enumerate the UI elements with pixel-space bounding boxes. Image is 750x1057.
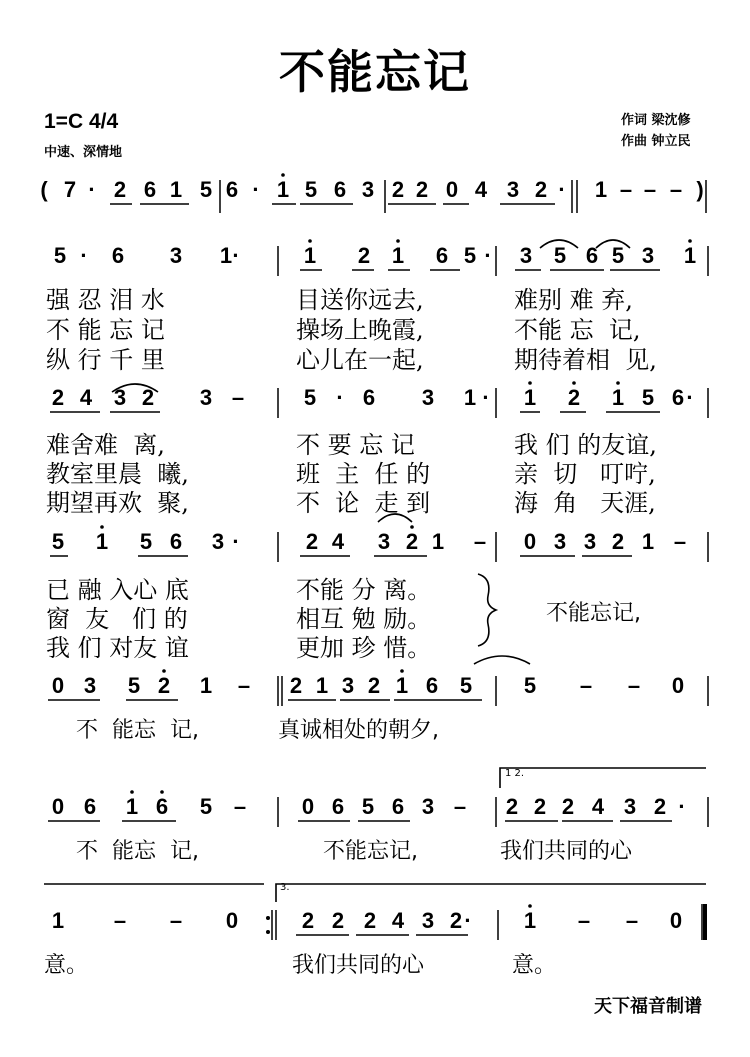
note-r1-22: – [619,177,633,202]
note-r6-6: – [233,794,247,819]
octave-dot-r1-1 [281,173,285,177]
note-r6-13: 2 [505,794,519,819]
note-r5-9: 3 [341,673,355,698]
lyric-r5-a: 不 能忘 记, [76,839,199,864]
lyric-r1-b: 目送你远去, [296,286,424,314]
note-r1-18: 3 [506,177,520,202]
lyric-r2c-b: 不 论 走 到 [296,489,431,517]
note-r3-10: 3 [421,385,435,410]
octave-dot-r5-1 [162,669,166,673]
note-r6-14: 2 [533,794,547,819]
octave-dot-r6-2 [160,790,164,794]
lyric-r3-b: 不能 分 离。 [296,576,432,604]
lyric-v2-c: 不能 忘 记, [514,316,641,344]
octave-dot-r3-1 [528,381,532,385]
note-r6-3: 1 [125,794,139,819]
note-r7-7: 2 [363,908,377,933]
note-r1-10: 1 [276,177,290,202]
note-r7-12: 1 [523,908,537,933]
note-r5-8: 1 [315,673,329,698]
volta-bracket-third [276,884,706,902]
lyric-r2-a: 难舍难 离, [46,431,165,459]
note-r2-6: · [232,243,240,268]
note-r5-11: 1 [395,673,409,698]
note-r3-4: 2 [141,385,155,410]
volta-third: 3. [280,882,290,893]
octave-dot-r5-2 [400,669,404,673]
lyric-r3b-a: 窗 友 们 的 [46,605,188,633]
note-r3-8: · [336,385,344,410]
song-title: 不能忘记 [279,45,471,99]
note-r1-20: · [558,177,566,202]
note-r4-8: 4 [331,529,345,554]
octave-dot-r2-2 [396,239,400,243]
lyric-r5-c: 我们共同的心 [500,839,633,864]
note-r4-1: 5 [51,529,65,554]
note-r4-12: – [473,529,487,554]
refrain-lyric: 不能忘记, [546,601,641,626]
note-r3-17: 6 [671,385,685,410]
note-r2-7: 1 [303,243,317,268]
lyric-r3-a: 已 融 入心 底 [46,576,189,604]
slur-5 [474,656,530,664]
note-r4-3: 5 [139,529,153,554]
note-r4-16: 2 [611,529,625,554]
lyric-r3c-b: 更加 珍 惜。 [296,634,432,662]
lyric-r1-a: 强 忍 泪 水 [46,286,165,314]
note-r5-12: 6 [425,673,439,698]
note-r6-9: 5 [361,794,375,819]
lyric-r6-b: 我们共同的心 [292,953,425,978]
note-r7-3: – [169,908,183,933]
note-r6-2: 6 [83,794,97,819]
lyric-r2c-c: 海 角 天涯, [514,489,656,517]
note-r1-9: · [252,177,260,202]
octave-dot-r4-2 [410,525,414,529]
note-r4-11: 1 [431,529,445,554]
repeat-dot-1 [266,916,270,920]
lyric-r2b-b: 班 主 任 的 [296,460,431,488]
note-r5-10: 2 [367,673,381,698]
lyric-r3b-b: 相互 勉 励。 [296,605,432,633]
note-r2-3: 6 [111,243,125,268]
note-r1-6: 1 [169,177,183,202]
note-r4-5: 3 [211,529,225,554]
note-r7-10: 2 [449,908,463,933]
note-r1-12: 6 [333,177,347,202]
note-r6-15: 2 [561,794,575,819]
lyric-v3-a: 纵 行 千 里 [46,346,165,374]
note-r3-18: · [686,385,694,410]
note-r1-5: 6 [143,177,157,202]
lyric-v2-a: 不 能 忘 记 [46,316,165,344]
note-r2-18: 1 [683,243,697,268]
note-r1-17: 4 [474,177,488,202]
key-signature: 1=C 4/4 [44,110,119,133]
note-r3-2: 4 [79,385,93,410]
note-r2-4: 3 [169,243,183,268]
note-r2-11: 5 [463,243,477,268]
lyric-r2-b: 不 要 忘 记 [296,431,415,459]
note-r5-16: – [627,673,641,698]
repeat-dot-2 [266,930,270,934]
note-r1-19: 2 [534,177,548,202]
note-r7-13: – [577,908,591,933]
note-r1-16: 0 [445,177,459,202]
note-r5-14: 5 [523,673,537,698]
note-r2-5: 1 [219,243,233,268]
lyric-r2b-c: 亲 切 叮咛, [514,460,656,488]
note-r3-14: 2 [567,385,581,410]
note-r1-1: ( [40,177,48,202]
note-r2-16: 5 [611,243,625,268]
note-r1-24: – [669,177,683,202]
octave-dot-r4-1 [100,525,104,529]
note-r1-23: – [643,177,657,202]
note-r4-14: 3 [553,529,567,554]
note-r5-7: 2 [289,673,303,698]
note-r2-15: 6 [585,243,599,268]
note-r1-2: 7 [63,177,77,202]
note-r7-4: 0 [225,908,239,933]
note-r2-8: 2 [357,243,371,268]
lyric-r4-b: 真诚相处的朝夕, [278,718,439,743]
note-r3-12: · [482,385,490,410]
note-r2-12: · [484,243,492,268]
note-r7-15: 0 [669,908,683,933]
lyric-r2b-a: 教室里晨 曦, [46,460,189,488]
lyric-r1-c: 难别 难 弃, [514,286,633,314]
lyricist-credit: 作词 梁沈修 [621,113,691,128]
note-r5-3: 5 [127,673,141,698]
note-r7-5: 2 [301,908,315,933]
lyric-r6-c: 意。 [512,953,557,978]
note-r4-2: 1 [95,529,109,554]
note-r5-1: 0 [51,673,65,698]
note-r3-13: 1 [523,385,537,410]
note-r3-9: 6 [362,385,376,410]
note-r6-18: 2 [653,794,667,819]
note-r2-14: 5 [553,243,567,268]
octave-dot-r2-3 [688,239,692,243]
note-r6-5: 5 [199,794,213,819]
note-r6-4: 6 [155,794,169,819]
lyric-r3c-a: 我 们 对友 谊 [46,634,189,662]
note-r6-12: – [453,794,467,819]
note-r6-1: 0 [51,794,65,819]
note-r7-9: 3 [421,908,435,933]
note-r1-13: 3 [361,177,375,202]
note-r4-10: 2 [405,529,419,554]
octave-dot-r3-3 [616,381,620,385]
volta-first: 1 2. [505,768,525,779]
volta-bracket-first [500,768,706,788]
note-r1-25: ) [696,177,704,202]
note-r4-18: – [673,529,687,554]
lyric-r4-a: 不 能忘 记, [76,718,199,743]
note-r2-10: 6 [435,243,449,268]
note-r6-16: 4 [591,794,605,819]
note-r4-15: 3 [583,529,597,554]
note-r5-6: – [237,673,251,698]
tempo-marking: 中速、深情地 [44,145,123,160]
note-r3-16: 5 [641,385,655,410]
note-r1-21: 1 [594,177,608,202]
note-r7-8: 4 [391,908,405,933]
note-r1-11: 5 [304,177,318,202]
note-r4-13: 0 [523,529,537,554]
note-r5-4: 2 [157,673,171,698]
lyric-v2-b: 操场上晚霞, [296,316,424,344]
note-r5-17: 0 [671,673,685,698]
note-r1-4: 2 [113,177,127,202]
note-r7-11: · [464,908,472,933]
composer-credit: 作曲 钟立民 [621,134,691,149]
note-r3-15: 1 [611,385,625,410]
note-r4-6: · [232,529,240,554]
note-r2-1: 5 [53,243,67,268]
note-r4-17: 1 [641,529,655,554]
note-r7-1: 1 [51,908,65,933]
note-r7-2: – [113,908,127,933]
note-r6-7: 0 [301,794,315,819]
refrain-brace [478,574,496,646]
note-r3-1: 2 [51,385,65,410]
note-r3-11: 1 [463,385,477,410]
lyric-r2c-a: 期望再欢 聚, [46,489,189,517]
note-r6-19: · [678,794,686,819]
note-r4-7: 2 [305,529,319,554]
note-r7-14: – [625,908,639,933]
note-r7-6: 2 [331,908,345,933]
note-r3-3: 3 [113,385,127,410]
note-r1-15: 2 [415,177,429,202]
octave-dot-r6-1 [130,790,134,794]
lyric-r6-a: 意。 [44,953,89,978]
note-r5-15: – [579,673,593,698]
note-r4-4: 6 [169,529,183,554]
note-r5-13: 5 [459,673,473,698]
note-r1-3: · [88,177,96,202]
note-r6-10: 6 [391,794,405,819]
note-r6-8: 6 [331,794,345,819]
lyric-r5-b: 不能忘记, [323,839,418,864]
note-r3-5: 3 [199,385,213,410]
footer-credit: 天下福音制谱 [594,996,702,1017]
note-r5-5: 1 [199,673,213,698]
note-r2-9: 1 [391,243,405,268]
octave-dot-r7-1 [528,904,532,908]
lyric-v3-c: 期待着相 见, [514,346,657,374]
note-r3-6: – [231,385,245,410]
note-r1-14: 2 [391,177,405,202]
note-r6-11: 3 [421,794,435,819]
note-r2-17: 3 [641,243,655,268]
note-r6-17: 3 [623,794,637,819]
note-r1-7: 5 [199,177,213,202]
octave-dot-r2-1 [308,239,312,243]
note-r3-7: 5 [303,385,317,410]
note-r5-2: 3 [83,673,97,698]
barlines [220,180,708,940]
note-r2-13: 3 [519,243,533,268]
note-r4-9: 3 [377,529,391,554]
lyric-v3-b: 心儿在一起, [296,346,424,374]
lyric-r2-c: 我 们 的友谊, [514,431,657,459]
note-r1-8: 6 [225,177,239,202]
octave-dot-r3-2 [572,381,576,385]
note-r2-2: · [80,243,88,268]
